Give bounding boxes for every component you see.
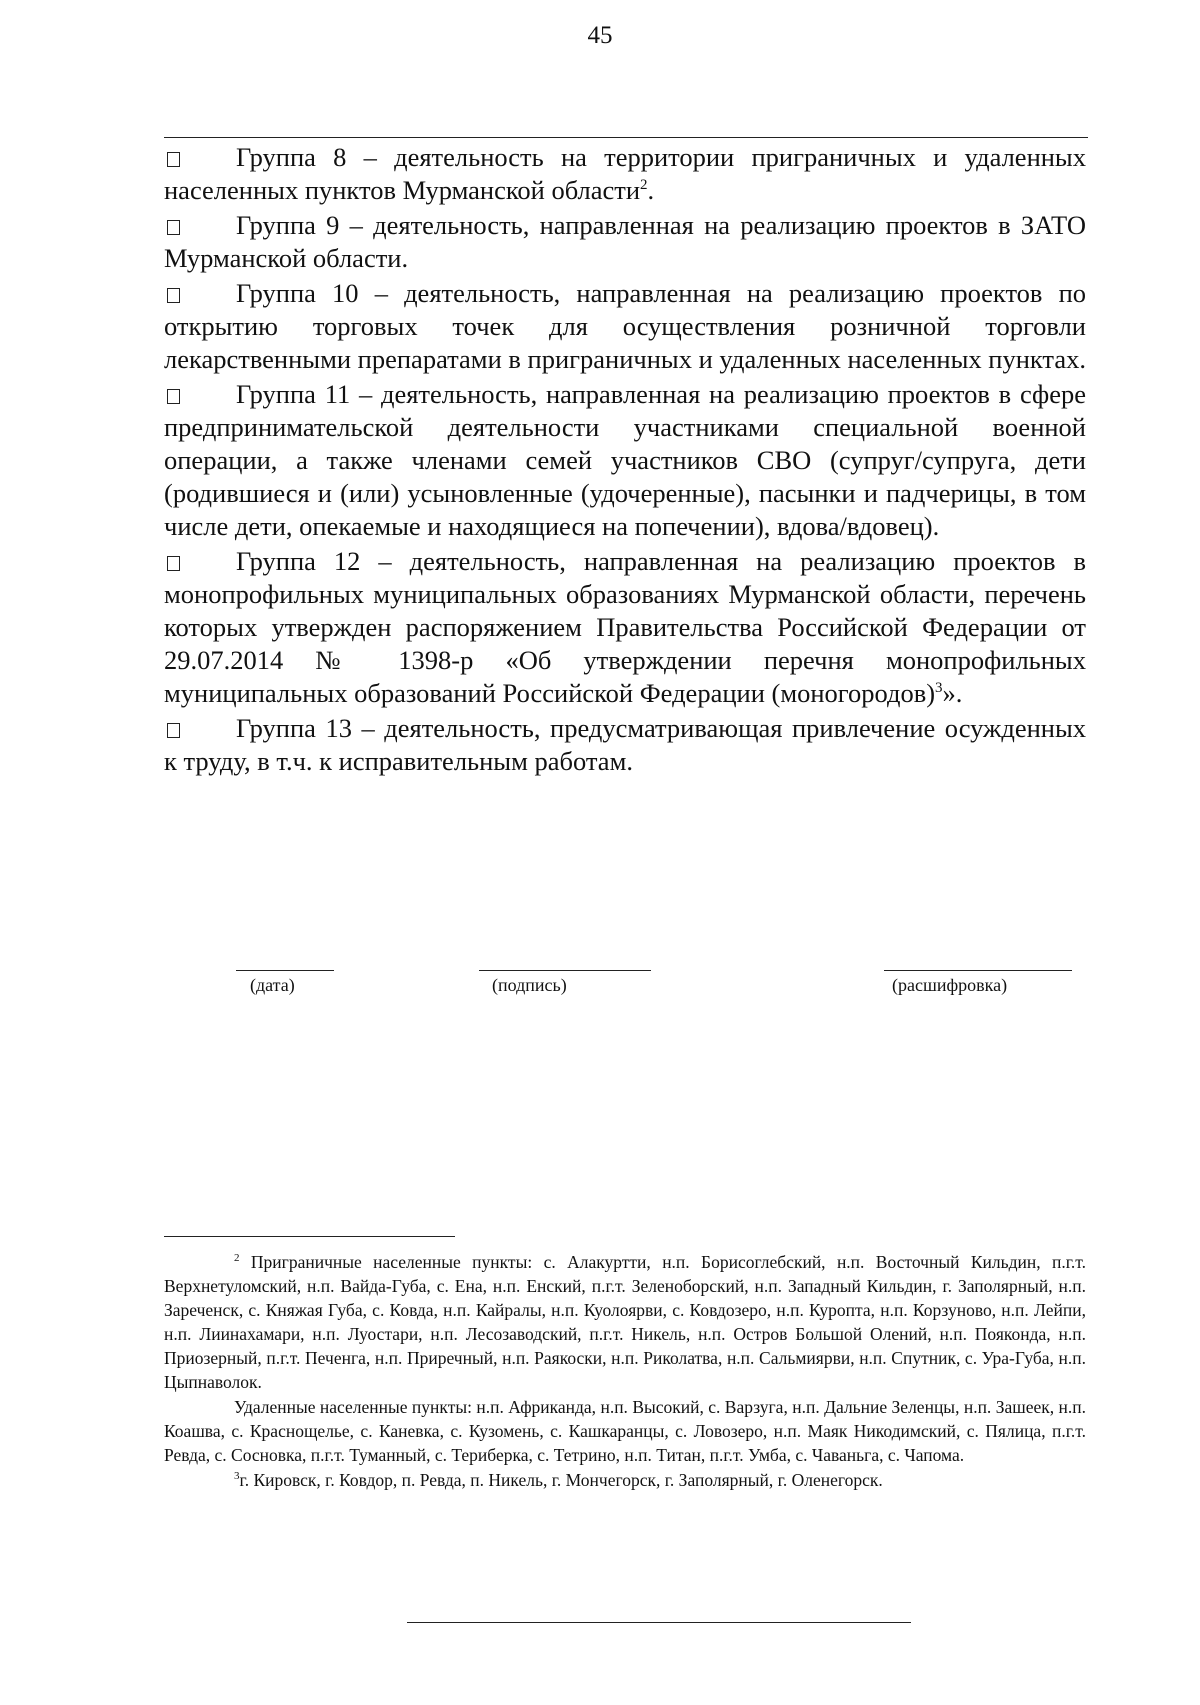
option-text: Группа 9 – деятельность, направленная на реализацию проектов в ЗАТО Мурманской области. [164, 210, 1086, 273]
page-number: 45 [587, 22, 613, 49]
date-line[interactable] [236, 970, 334, 971]
footnote-ref: 2 [640, 177, 648, 194]
footnote-3 [164, 1468, 1086, 1492]
option-text: Группа 12 – деятельность, направленная на реализацию проектов в монопрофильных муниципальных образованиях Мурманской области, перечень которых утвержден распоряжением Правительства Российской Федерации от 29.07.2014 № 1398-р «Об утверждении перечня монопрофильных муниципальных образований Российской Федерации (моногородов) [164, 546, 1086, 708]
footnote-mark: 2 [234, 1252, 240, 1265]
date-label: (дата) [250, 975, 295, 995]
option-group-8 [164, 141, 1086, 207]
option-group-13 [164, 712, 1086, 778]
footnote-2 [164, 1250, 1086, 1394]
footnote-text: Удаленные населенные пункты: н.п. Африканда, н.п. Высокий, с. Варзуга, н.п. Дальние Зеленцы, н.п. Зашеек, н.п. Коашва, с. Краснощелье, с. Каневка, с. Кузомень, с. Кашкаранцы, с. Ловозеро, н.п. Маяк Никодимский, с. Пялица, п.г.т. Ревда, с. Сосновка, п.г.т. Туманный, с. Териберка, с. Тетрино, н.п. Титан, п.г.т. Умба, с. Чаваньга, с. Чапома. [164, 1397, 1086, 1465]
footnote-ref: 3 [935, 680, 943, 697]
footnotes [164, 1250, 1086, 1493]
checkbox-icon[interactable] [167, 220, 180, 235]
checkbox-icon[interactable] [167, 723, 180, 738]
option-group-9 [164, 209, 1086, 275]
footnote-text: г. Кировск, г. Ковдор, п. Ревда, п. Никель, г. Мончегорск, г. Заполярный, г. Оленегорск. [239, 1470, 883, 1490]
option-text: Группа 11 – деятельность, направленная на реализацию проектов в сфере предпринимательской деятельности участниками специальной военной операции, а также членами семей участников СВО (супруг/супруга, дети (родившиеся и (или) усыновленные (удочеренные), пасынки и падчерицы, в том числе дети, опекаемые и находящиеся на попечении), вдова/вдовец). [164, 379, 1086, 541]
decoding-label: (расшифровка) [892, 975, 1008, 995]
checkbox-icon[interactable] [167, 288, 180, 303]
bottom-rule [407, 1622, 911, 1623]
option-text: Группа 10 – деятельность, направленная на реализацию проектов по открытию торговых точек для осуществления розничной торговли лекарственными препаратами в приграничных и удаленных населенных пунктах. [164, 278, 1086, 374]
option-text-end: ». [942, 678, 963, 708]
checkbox-icon[interactable] [167, 389, 180, 404]
checkbox-icon[interactable] [167, 152, 180, 167]
top-rule [164, 137, 1088, 138]
option-group-12 [164, 545, 1086, 710]
group-options-list [164, 141, 1086, 780]
signature-label: (подпись) [492, 975, 567, 995]
footnote-mark: 3 [234, 1470, 240, 1483]
footnote-2-remote [164, 1395, 1086, 1467]
option-text: Группа 13 – деятельность, предусматривающая привлечение осужденных к труду, в т.ч. к исправительным работам. [164, 713, 1086, 776]
option-group-11 [164, 378, 1086, 543]
footnote-rule [164, 1236, 455, 1237]
footnote-text: Приграничные населенные пункты: с. Алакуртти, н.п. Борисоглебский, н.п. Восточный Кильдин, п.г.т. Верхнетуломский, н.п. Вайда-Губа, с. Ена, н.п. Енский, п.г.т. Зеленоборский, н.п. Западный Кильдин, г. Заполярный, н.п. Зареченск, с. Княжая Губа, с. Ковда, н.п. Кайралы, н.п. Куолоярви, с. Ковдозеро, н.п. Куропта, н.п. Корзуново, н.п. Лейпи, н.п. Лиинахамари, н.п. Луостари, н.п. Лесозаводский, п.г.т. Никель, н.п. Остров Большой Олений, н.п. Пояконда, н.п. Приозерный, п.г.т. Печенга, н.п. Приречный, н.п. Раякоски, н.п. Риколатва, н.п. Сальмиярви, н.п. Спутник, с. Ура-Губа, н.п. Цыпнаволок. [164, 1252, 1086, 1392]
decoding-line[interactable] [884, 970, 1072, 971]
option-text: Группа 8 – деятельность на территории приграничных и удаленных населенных пунктов Мурманской области [164, 142, 1086, 205]
signature-line[interactable] [479, 970, 651, 971]
option-text-end: . [647, 175, 655, 205]
checkbox-icon[interactable] [167, 556, 180, 571]
option-group-10 [164, 277, 1086, 376]
